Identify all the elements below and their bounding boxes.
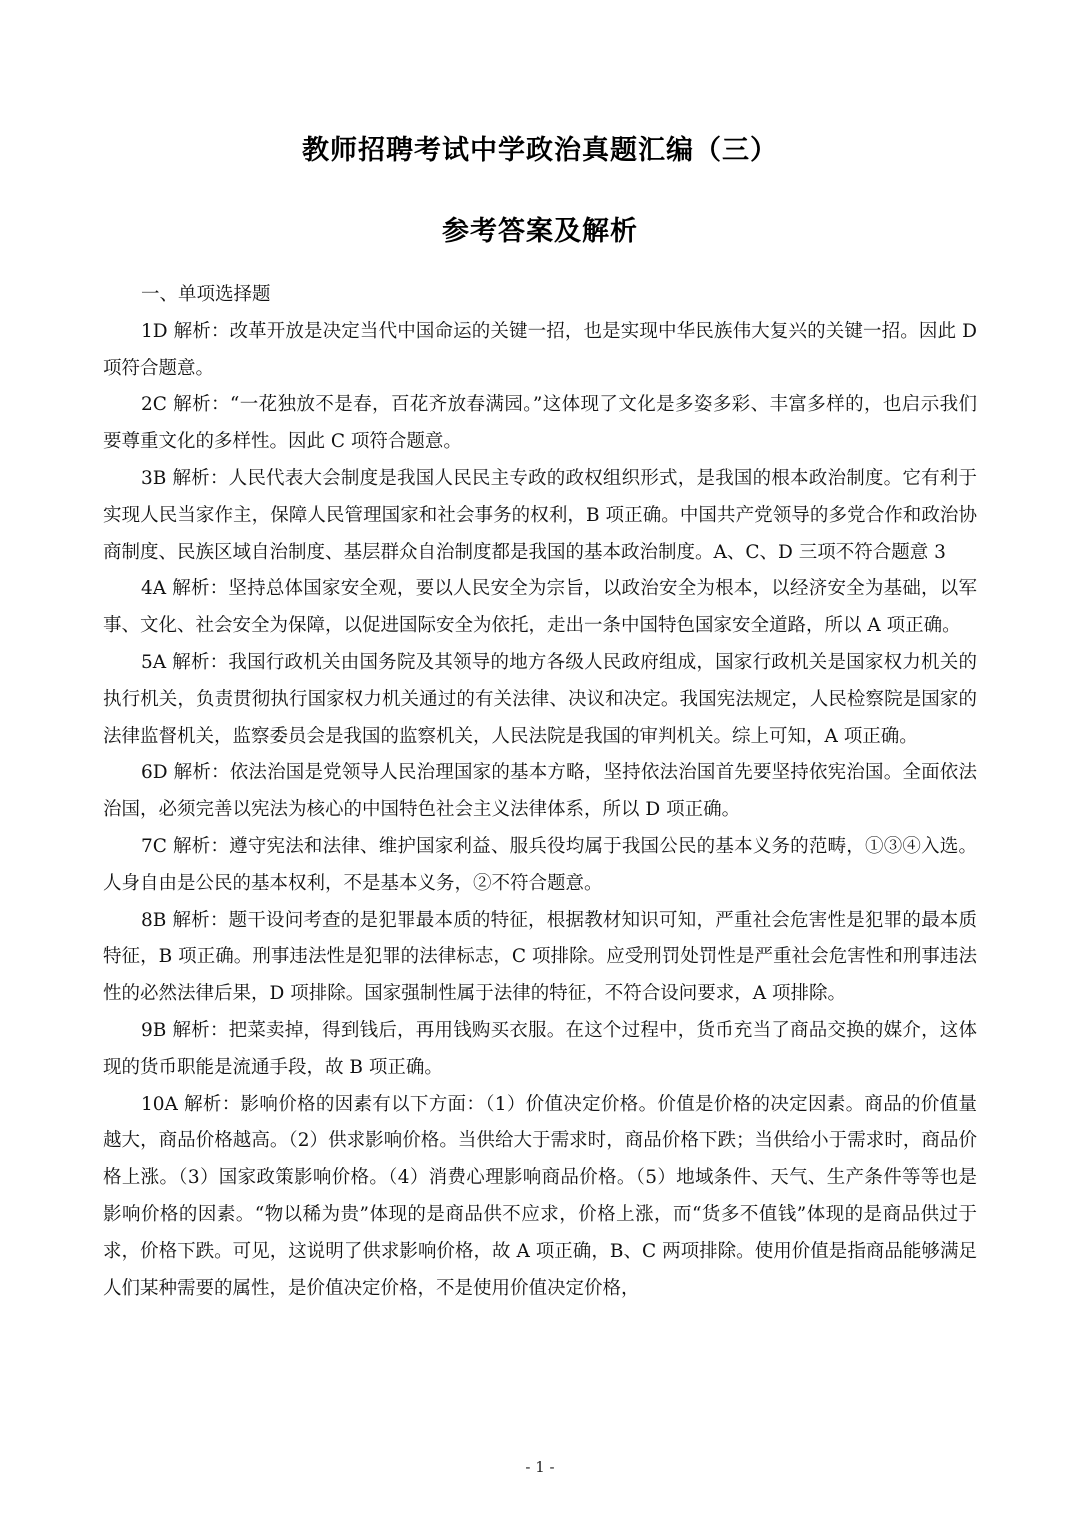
document-body xyxy=(103,277,977,1307)
answer-paragraph-8: 8B 解析：题干设问考查的是犯罪最本质的特征，根据教材知识可知，严重社会危害性是犯罪的最本质特征，B 项正确。刑事违法性是犯罪的法律标志，C 项排除。应受刑罚处罚性是严重社会危害性和刑事违法性的必然法律后果，D 项排除。国家强制性属于法律的特征，不符合设问要求，A 项排除。 xyxy=(103,909,977,1005)
section-heading: 一、单项选择题 xyxy=(141,284,271,305)
answer-paragraph-9: 9B 解析：把菜卖掉，得到钱后，再用钱购买衣服。在这个过程中，货币充当了商品交换的媒介，这体现的货币职能是流通手段，故 B 项正确。 xyxy=(103,1019,977,1078)
page-subtitle: 参考答案及解析 xyxy=(442,216,638,247)
answer-paragraph-5: 5A 解析：我国行政机关由国务院及其领导的地方各级人民政府组成，国家行政机关是国家权力机关的执行机关，负责贯彻执行国家权力机关通过的有关法律、决议和决定。我国宪法规定，人民检察院是国家的法律监督机关，监察委员会是我国的监察机关，人民法院是我国的审判机关。综上可知，A 项正确。 xyxy=(103,651,977,747)
answer-paragraph-2: 2C 解析：“一花独放不是春，百花齐放春满园。”这体现了文化是多姿多彩、丰富多样的，也启示我们要尊重文化的多样性。因此 C 项符合题意。 xyxy=(103,394,977,453)
answer-paragraph-4: 4A 解析：坚持总体国家安全观，要以人民安全为宗旨，以政治安全为根本，以经济安全为基础，以军事、文化、社会安全为保障，以促进国际安全为依托，走出一条中国特色国家安全道路，所以 A 项正确。 xyxy=(103,578,977,637)
answer-paragraph-6: 6D 解析：依法治国是党领导人民治理国家的基本方略，坚持依法治国首先要坚持依宪治国。全面依法治国，必须完善以宪法为核心的中国特色社会主义法律体系，所以 D 项正确。 xyxy=(103,762,977,821)
answer-paragraph-7: 7C 解析：遵守宪法和法律、维护国家利益、服兵役均属于我国公民的基本义务的范畴，①③④入选。人身自由是公民的基本权利，不是基本义务，②不符合题意。 xyxy=(103,835,977,894)
page-title: 教师招聘考试中学政治真题汇编（三） xyxy=(302,135,778,166)
answer-paragraph-3: 3B 解析：人民代表大会制度是我国人民民主专政的政权组织形式，是我国的根本政治制度。它有利于实现人民当家作主，保障人民管理国家和社会事务的权利，B 项正确。中国共产党领导的多党合作和政治协商制度、民族区域自治制度、基层群众自治制度都是我国的基本政治制度。A、C、D 三项不符合题意 3 xyxy=(103,467,977,563)
answer-paragraph-10: 10A 解析：影响价格的因素有以下方面：（1）价值决定价格。价值是价格的决定因素。商品的价值量越大，商品价格越高。（2）供求影响价格。当供给大于需求时，商品价格下跌；当供给小于需求时，商品价格上涨。（3）国家政策影响价格。（4）消费心理影响商品价格。（5）地域条件、天气、生产条件等等也是影响价格的因素。“物以稀为贵”体现的是商品供不应求，价格上涨，而“货多不值钱”体现的是商品供过于求，价格下跌。可见，这说明了供求影响价格，故 A 项正确，B、C 两项排除。使用价值是指商品能够满足人们某种需要的属性，是价值决定价格，不是使用价值决定价格， xyxy=(103,1093,977,1299)
answer-paragraph-1: 1D 解析：改革开放是决定当代中国命运的关键一招，也是实现中华民族伟大复兴的关键一招。因此 D 项符合题意。 xyxy=(103,320,977,379)
page-number: - 1 - xyxy=(525,1458,555,1476)
